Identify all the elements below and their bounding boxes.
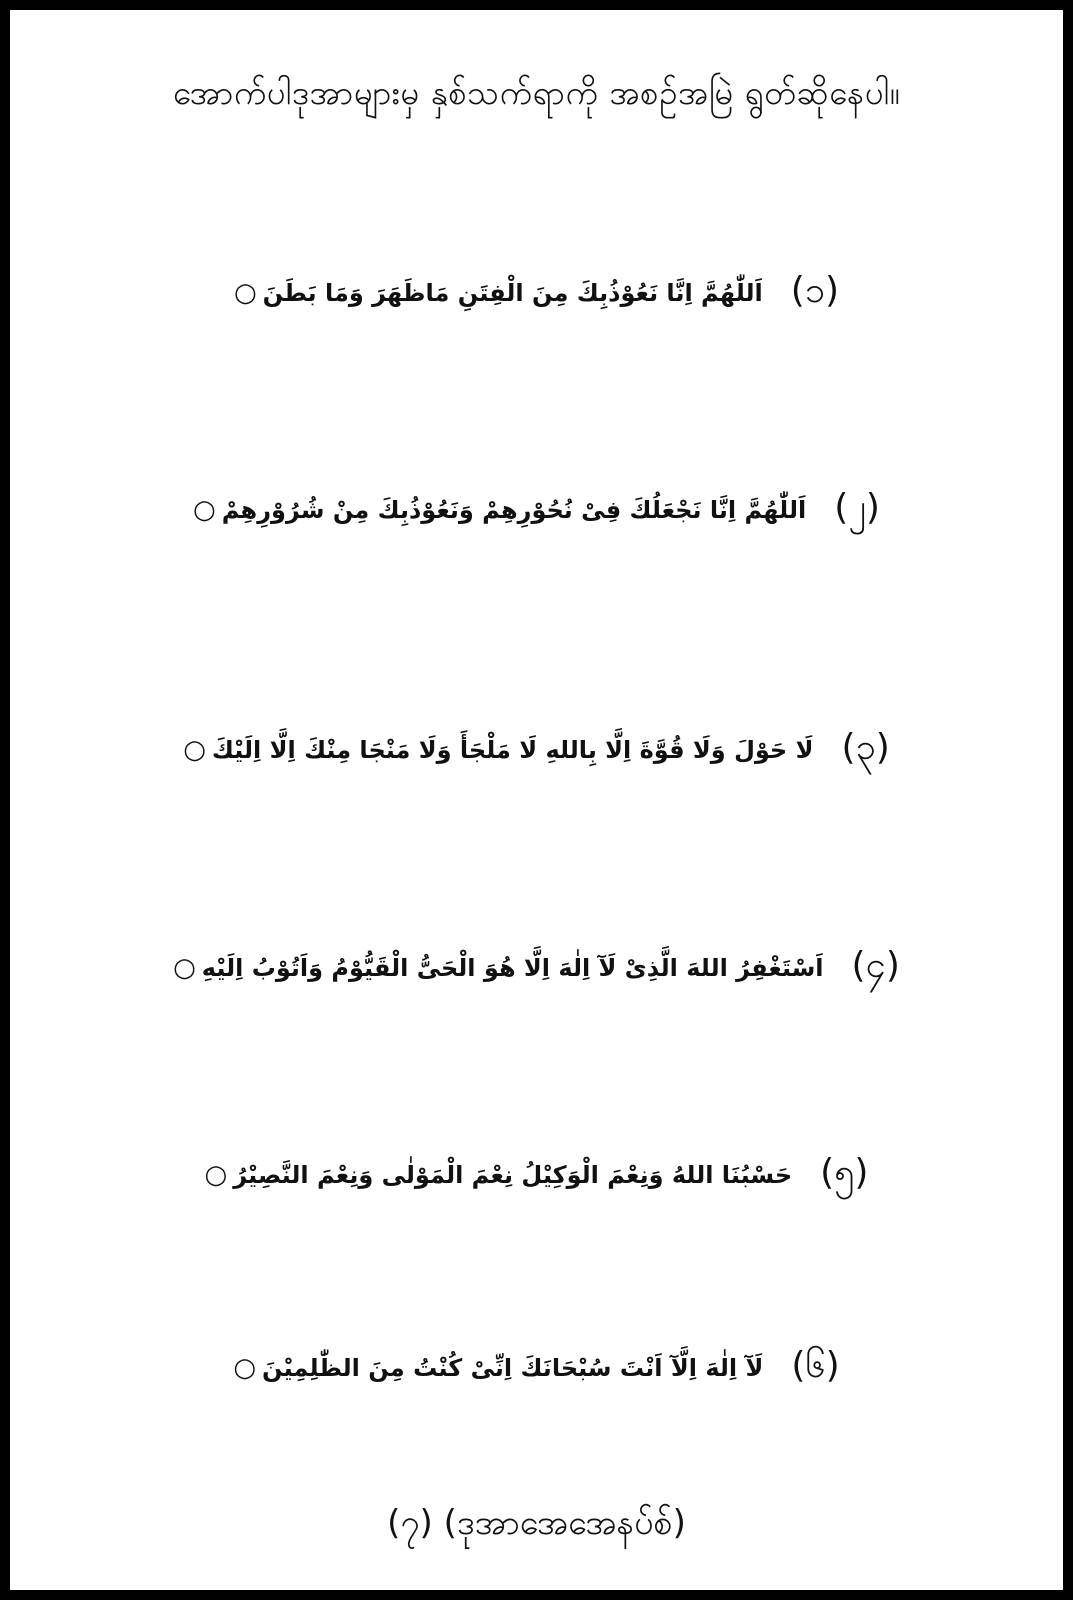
footer-note: (၇) (ဒုအာအေအေနပ်စ်) bbox=[387, 1503, 686, 1543]
dua-text: حَسْبُنَا اللهُ وَنِعْمَ الْوَكِيْلُ نِعْمَ الْمَوْلٰى وَنِعْمَ النَّصِيْرُ bbox=[233, 1161, 793, 1189]
dua-line-2 bbox=[10, 450, 1063, 570]
dua-line-1 bbox=[10, 233, 1063, 353]
dua-number: (၁) bbox=[790, 270, 840, 311]
dua-text: اَسْتَغْفِرُ اللهَ الَّذِىْ لَآ اِلٰهَ اِلَّا هُوَ الْحَىُّ الْقَيُّوْمُ وَاَتُوْبُ اِلَيْهِ bbox=[201, 954, 824, 982]
dua-text: لَآ اِلٰهَ اِلَّآ اَنْتَ سُبْحَانَكَ اِنِّىْ كُنْتُ مِنَ الظّٰلِمِيْنَ bbox=[262, 1354, 764, 1382]
verse-end-mark: ○ bbox=[183, 735, 206, 765]
verse-end-mark: ○ bbox=[233, 278, 257, 308]
dua-number: (၄) bbox=[851, 945, 900, 986]
dua-text: لَا حَوْلَ وَلَا قُوَّةَ اِلَّا بِاللهِ لَا مَلْجَأَ وَلَا مَنْجَا مِنْكَ اِلَّا اِلَيْكَ bbox=[211, 736, 814, 764]
verse-end-mark: ○ bbox=[233, 1353, 256, 1383]
dua-text: اَللّٰهُمَّ اِنَّا نَجْعَلُكَ فِىْ نُحُوْرِهِمْ وَنَعُوْذُبِكَ مِنْ شُرُوْرِهِمْ bbox=[221, 496, 807, 524]
verse-end-mark: ○ bbox=[193, 495, 216, 525]
verse-end-mark: ○ bbox=[204, 1160, 228, 1190]
dua-number: (၂) bbox=[834, 487, 880, 528]
instruction-heading: အောက်ပါဒုအာများမှ နှစ်သက်ရာကို အစဉ်အမြဲ ရွတ်ဆိုနေပါ။ bbox=[172, 73, 901, 112]
dua-number: (၃) bbox=[841, 727, 890, 768]
dua-line-6 bbox=[10, 1308, 1063, 1428]
dua-number: (၅) bbox=[820, 1152, 869, 1193]
dua-line-4 bbox=[10, 908, 1063, 1028]
verse-end-mark: ○ bbox=[173, 953, 196, 983]
dua-number: (၆) bbox=[791, 1345, 840, 1386]
document-page bbox=[10, 10, 1063, 1590]
dua-line-3 bbox=[10, 690, 1063, 810]
dua-line-5 bbox=[10, 1115, 1063, 1235]
dua-text: اَللّٰهُمَّ اِنَّا نَعُوْذُبِكَ مِنَ الْفِتَنِ مَاظَهَرَ وَمَا بَطَنَ bbox=[262, 279, 763, 307]
